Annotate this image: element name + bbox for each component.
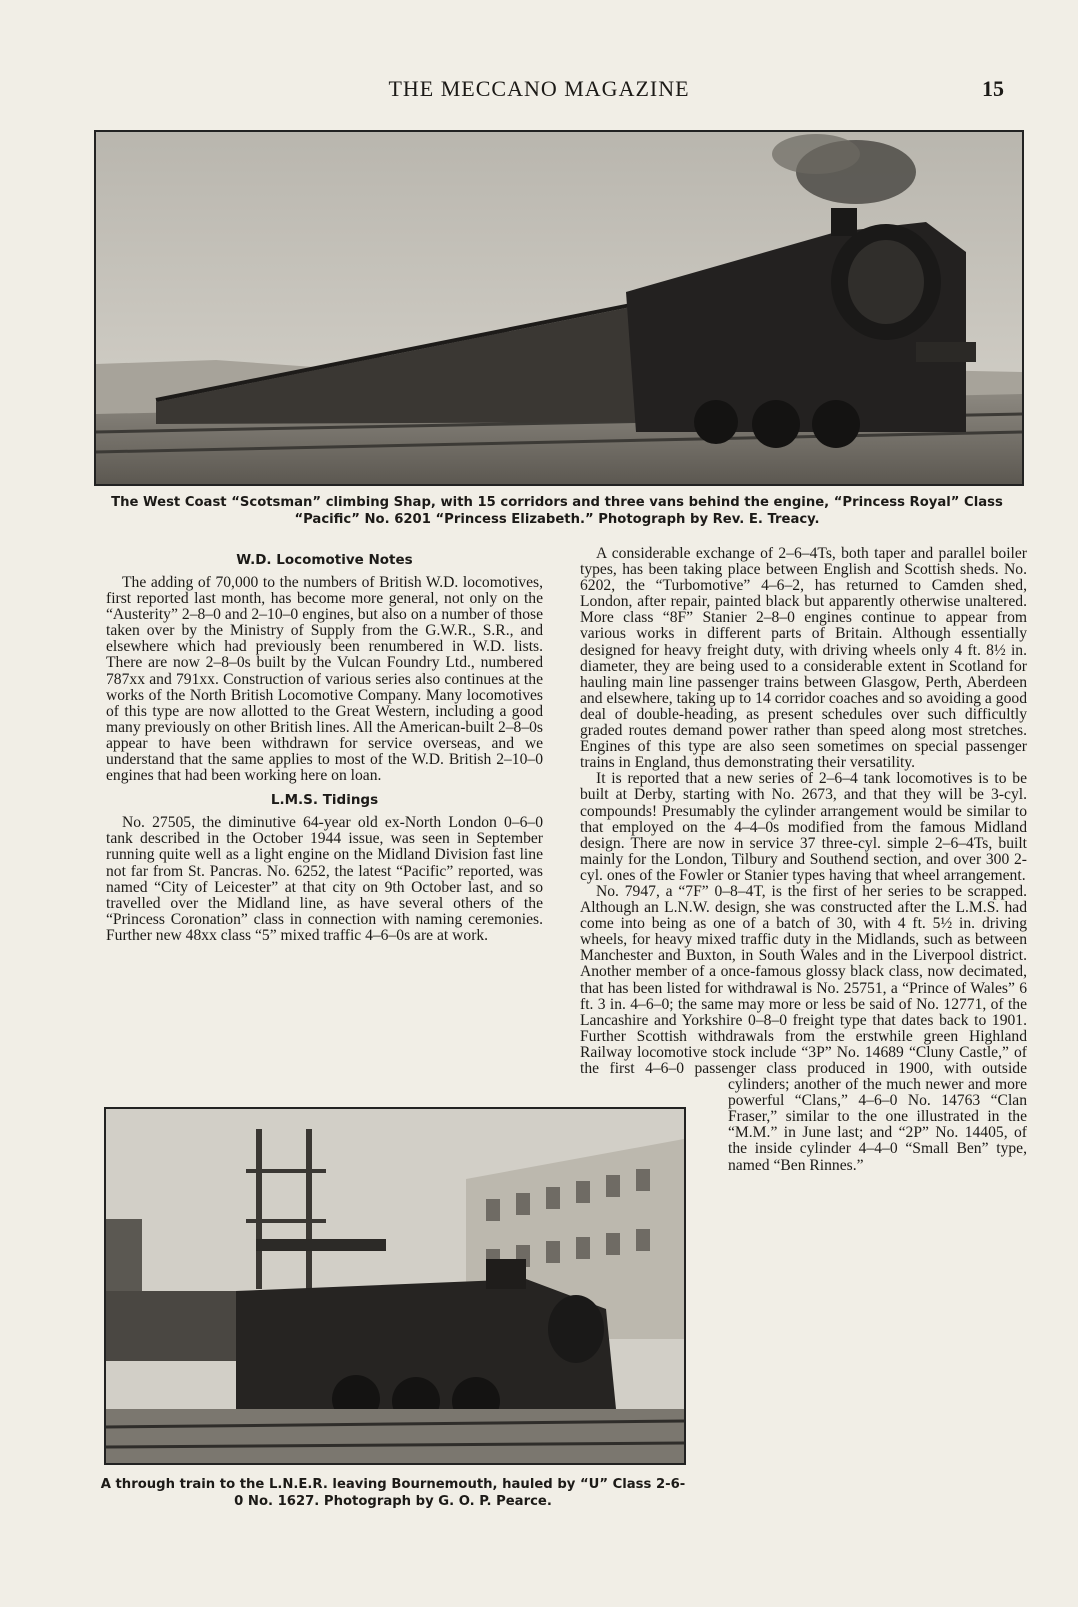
left-column [106, 552, 543, 944]
right-paragraph-2: It is reported that a new series of 2–6–4 tank locomotives is to be built at Derby, starting with No. 2673, and that they will be 3-cyl. compounds! Presumably the cylinder arrangement would be similar to that employed on the 4–4–0s modified from the famous Midland design. There are now in service 37 three-cyl. simple 2–6–4Ts, built mainly for the London, Tilbury and Southend section, and over 300 2-cyl. ones of the Fowler or Stanier types having that wheel arrangement. [580, 770, 1027, 884]
train-at-station-photo-icon [104, 1107, 686, 1465]
top-photo-caption: The West Coast “Scotsman” climbing Shap, with 15 corridors and three vans behind the engine, “Princess Royal” Class “Pacific” No. 6201 “Princess Elizabeth.” Photograph by Rev. E. Treacy. [111, 495, 1003, 527]
page-number: 15 [982, 76, 1004, 101]
wd-notes-paragraph: The adding of 70,000 to the numbers of British W.D. locomotives, first reported last month, has become more general, not only on the “Austerity” 2–8–0 and 2–10–0 engines, but also on a number of those taken over by the Ministry of Supply from the G.W.R., S.R., and elsewhere which had previously been renumbered in W.D. lists. There are now 2–8–0s built by the Vulcan Foundry Ltd., numbered 787xx and 791xx. Construction of various series also continues at the works of the North British Locomotive Company. Many locomotives of this type are now allotted to the Great Western, including a good many previously on other British lines. All the American-built 2–8–0s appear to have been withdrawn for service overseas, and we understand that the same applies to most of the W.D. British 2–10–0 engines that had been working here on loan. [106, 574, 543, 785]
right-paragraph-1: A considerable exchange of 2–6–4Ts, both taper and parallel boiler types, has been taking place between English and Scottish sheds. No. 6202, the “Turbomotive” 4–6–2, has returned to Camden shed, London, after repair, painted black but apparently otherwise unaltered. More class “8F” Stanier 2–8–0 engines continue to appear from various works in different parts of Britain. Although essentially designed for heavy freight duty, with driving wheels only 4 ft. 8½ in. diameter, they are being used to a considerable extent in Scotland for hauling main line passenger trains between Glasgow, Perth, Aberdeen and elsewhere, taking up to 14 corridor coaches and so avoiding a good deal of double-heading, as present schedules over such difficultly graded routes demand power rather than speed along most stretches. Engines of this type are also seen sometimes on special passenger trains in England, thus demonstrating their versatility. [580, 545, 1027, 772]
locomotive-photo-icon [94, 130, 1024, 486]
section-heading-lms: L.M.S. Tidings [270, 792, 379, 809]
lms-tidings-paragraph: No. 27505, the diminutive 64-year old ex-North London 0–6–0 tank described in the October 1944 issue, was seen in September running quite well as a light engine on the Midland Division fast line not far from St. Pancras. No. 6252, the latest “Pacific” reported, was named “City of Leicester” at that city on 9th October last, and so travelled over the Midland line, as have several others of the “Princess Coronation” class in connection with naming ceremonies. Further new 48xx class “5” mixed traffic 4–6–0s are at work. [106, 814, 543, 944]
page-header [0, 76, 1078, 106]
bottom-photo-caption: A through train to the L.N.E.R. leaving Bournemouth, hauled by “U” Class 2-6-0 No. 1627. Photograph by G. O. P. Pearce. [100, 1477, 686, 1509]
right-paragraph-3: No. 7947, a “7F” 0–8–4T, is the first of her series to be scrapped. Although an L.N.W. design, she was constructed after the L.M.S. had come into being as one of a batch of 30, with 4 ft. 5½ in. driving wheels, for heavy mixed traffic duty in the Midlands, such as between Manchester and Buxton, in South Wales and in the Liverpool district. Another member of a once-famous glossy black class, now decimated, that has been listed for withdrawal is No. 25751, a “Prince of Wales” 6 ft. 3 in. 4–6–0; the same may more or less be said of No. 12771, of the Lancashire and Yorkshire 0–8–0 freight type that dates back to 1901. Further Scottish withdrawals from the erstwhile green Highland Railway locomotive stock include “3P” No. 14689 “Cluny Castle,” of the first 4–6–0 passenger class produced in 1900, with outside cylinders; another of the much newer and more powerful “Clans,” 4–6–0 No. 14763 “Clan Fraser,” similar to the one illustrated in the “M.M.” in June last; and “2P” No. 14405, of the inside cylinder 4–4–0 “Small Ben” type, named “Ben Rinnes.” [580, 884, 1027, 1174]
masthead: THE MECCANO MAGAZINE [388, 76, 690, 101]
section-heading-wd: W.D. Locomotive Notes [236, 552, 413, 568]
